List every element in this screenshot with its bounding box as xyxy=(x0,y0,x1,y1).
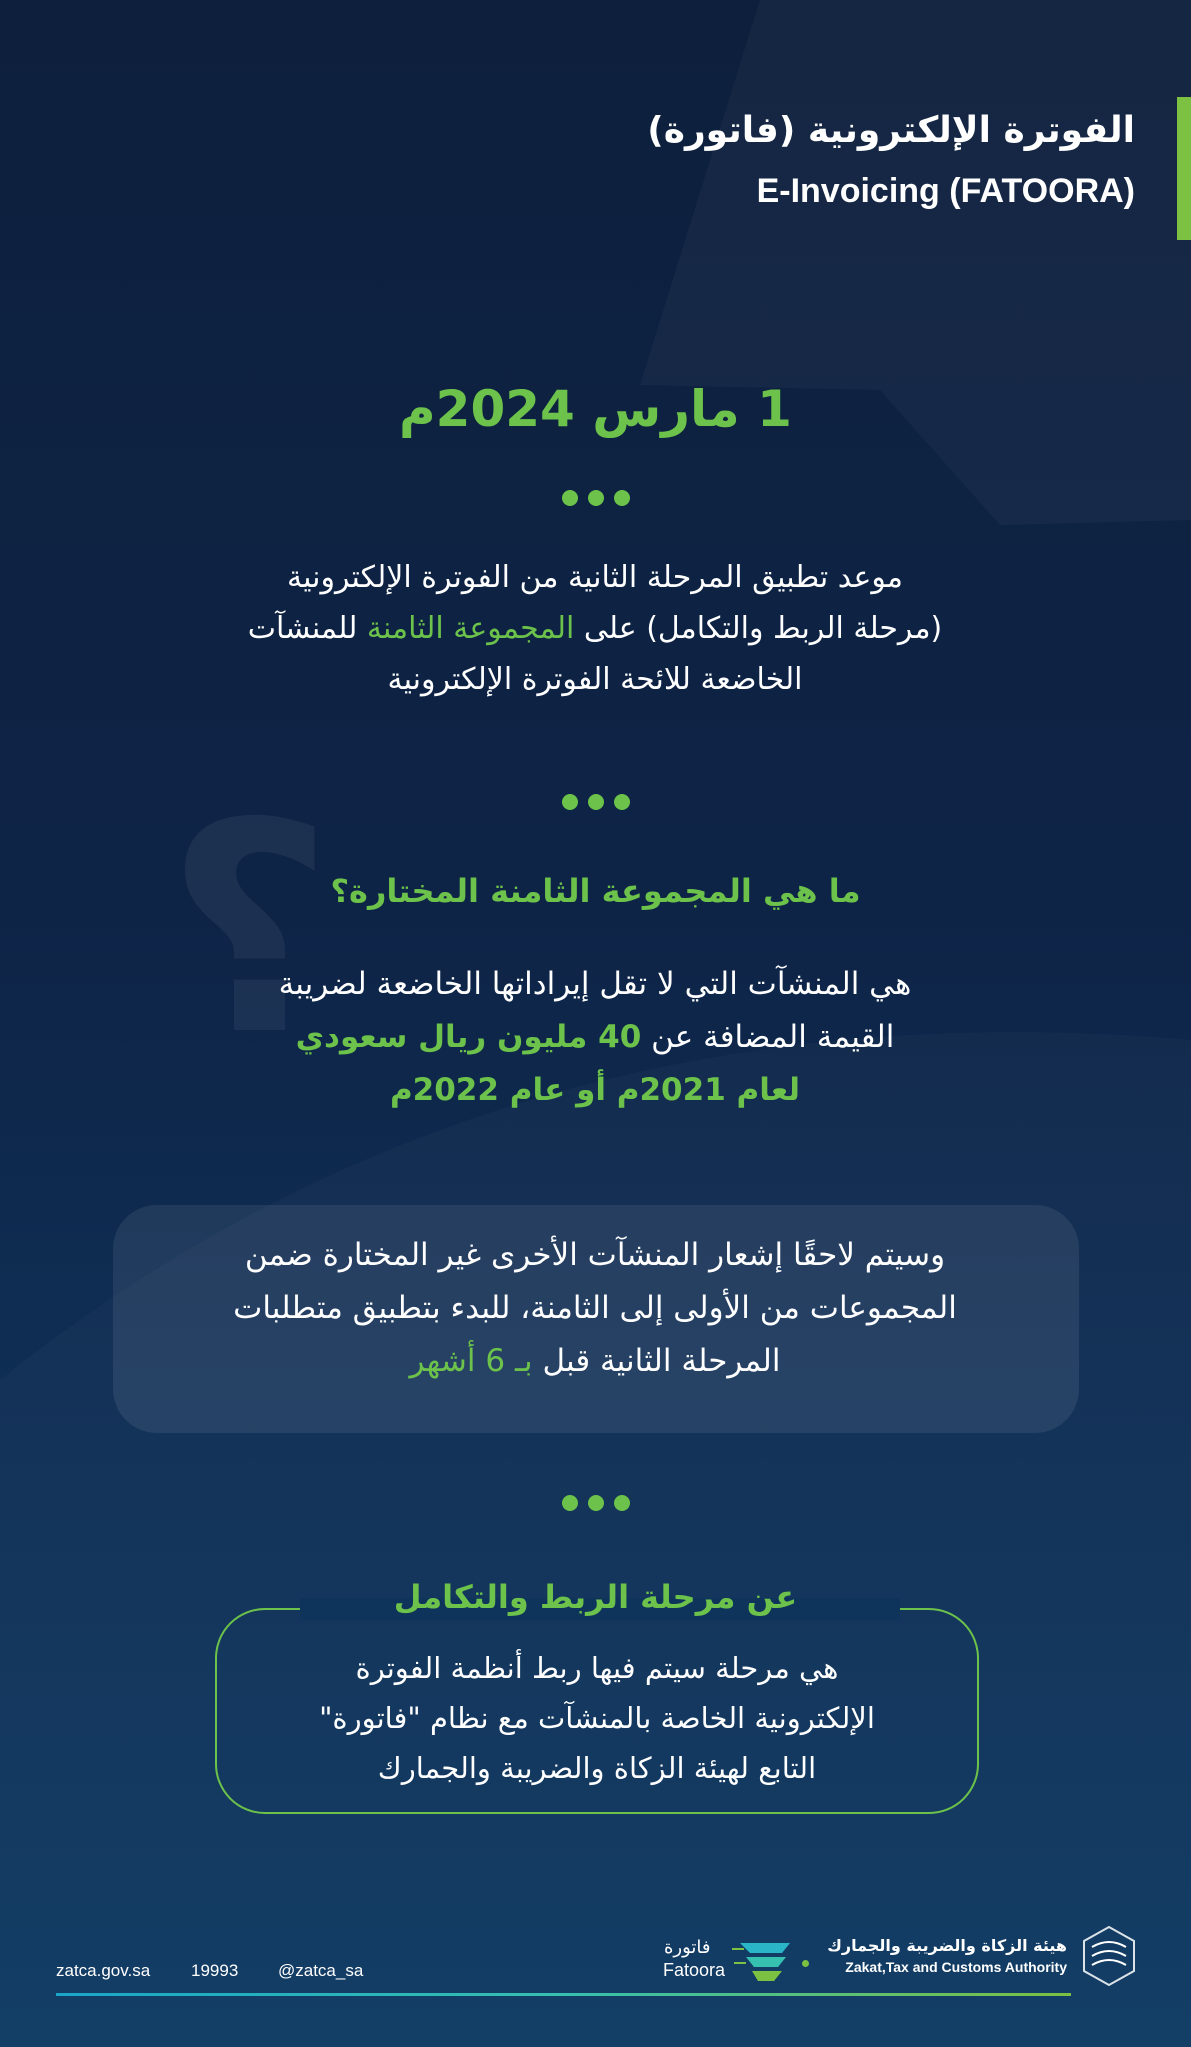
zatca-logo-english: Zakat,Tax and Customs Authority xyxy=(845,1959,1067,1975)
dots-divider xyxy=(0,490,1191,510)
integration-line: الإلكترونية الخاصة بالمنشآت مع نظام "فاتورة" xyxy=(319,1701,875,1735)
integration-heading: عن مرحلة الربط والتكامل xyxy=(393,1578,798,1616)
highlight-months: بـ 6 أشهر xyxy=(409,1343,533,1379)
svg-text:؟: ؟ xyxy=(165,762,334,1099)
integration-line: هي مرحلة سيتم فيها ربط أنظمة الفوترة xyxy=(355,1651,839,1685)
social-handle[interactable]: @zatca_sa xyxy=(278,1961,364,1980)
phone-number[interactable]: 19993 xyxy=(191,1961,239,1980)
intro-line: الخاضعة للائحة الفوترة الإلكترونية xyxy=(387,662,803,697)
zatca-logo-arabic: هيئة الزكاة والضريبة والجمارك xyxy=(827,1936,1067,1955)
deadline-date: 1 مارس 2024م xyxy=(399,380,792,438)
answer-line: القيمة المضافة عن 40 مليون ريال سعودي xyxy=(295,1019,895,1055)
question-answer xyxy=(150,958,1040,1117)
notice-line: المجموعات من الأولى إلى الثامنة، للبدء بتطبيق متطلبات xyxy=(233,1290,957,1326)
integration-line: التابع لهيئة الزكاة والضريبة والجمارك xyxy=(377,1751,817,1785)
fatoora-logo-arabic: فاتورة xyxy=(664,1937,711,1958)
zatca-emblem-icon xyxy=(1080,1925,1138,1987)
website-link[interactable]: zatca.gov.sa xyxy=(56,1961,151,1980)
notice-line: المرحلة الثانية قبل بـ 6 أشهر xyxy=(409,1343,781,1379)
highlight-group: المجموعة الثامنة xyxy=(366,611,575,646)
notice-line: وسيتم لاحقًا إشعار المنشآت الأخرى غير المختارة ضمن xyxy=(244,1237,946,1273)
header-accent-bar xyxy=(1177,97,1191,240)
fatoora-logo-icon xyxy=(732,1935,802,1985)
separator-dot xyxy=(802,1960,809,1967)
integration-text xyxy=(262,1643,932,1793)
intro-line: موعد تطبيق المرحلة الثانية من الفوترة الإلكترونية xyxy=(286,560,903,595)
title-english: E-Invoicing (FATOORA) xyxy=(756,172,1135,210)
title-arabic: الفوترة الإلكترونية (فاتورة) xyxy=(647,110,1135,151)
dots-divider xyxy=(0,794,1191,814)
dots-divider xyxy=(0,1495,1191,1515)
answer-line: هي المنشآت التي لا تقل إيراداتها الخاضعة لضريبة xyxy=(278,966,912,1002)
notice-text xyxy=(150,1229,1040,1388)
footer-divider xyxy=(56,1993,1071,1996)
fatoora-logo-english: Fatoora xyxy=(663,1960,726,1980)
intro-line: (مرحلة الربط والتكامل) على المجموعة الثامنة للمنشآت xyxy=(247,611,943,646)
highlight-revenue: 40 مليون ريال سعودي xyxy=(295,1019,642,1055)
intro-paragraph xyxy=(150,552,1040,705)
highlight-years: لعام 2021م أو عام 2022م xyxy=(389,1072,801,1108)
question-heading: ما هي المجموعة الثامنة المختارة؟ xyxy=(330,872,861,910)
